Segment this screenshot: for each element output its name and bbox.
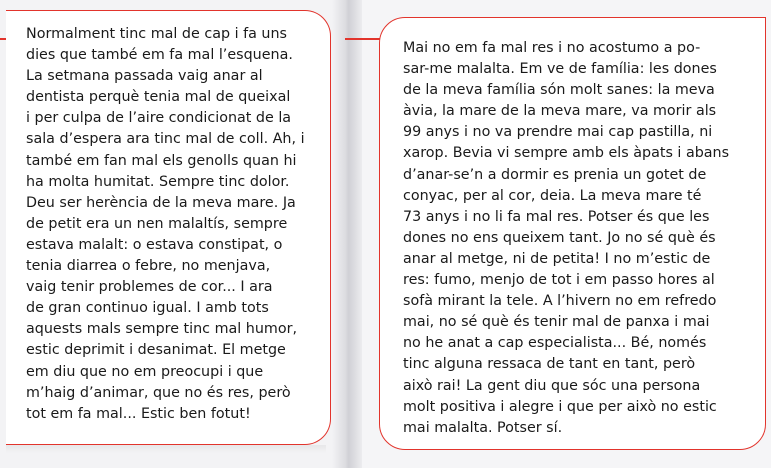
text-line: de petit era un nen malaltís, sempre xyxy=(26,215,288,232)
text-line: conyac, per al cor, deia. La meva mare té xyxy=(403,187,702,204)
text-line: Normalment tinc mal de cap i fa uns xyxy=(26,26,287,42)
text-line: sar-me malalta. Em ve de família: les dones xyxy=(403,61,717,78)
text-line: em diu que no em preocupi i que xyxy=(26,363,264,380)
text-line: res: fumo, menjo de tot i em passo hores al xyxy=(403,272,715,289)
left-card-shadow xyxy=(6,445,326,453)
text-line: 73 anys i no li fa mal res. Potser és que les xyxy=(403,208,710,225)
text-line: mai, no sé què és tenir mal de panxa i mai xyxy=(403,314,710,331)
text-line: Mai no em fa mal res i no acostumo a po- xyxy=(403,40,701,56)
text-line: 99 anys i no va prendre mai cap pastilla, ni xyxy=(403,124,713,141)
book-gutter xyxy=(332,0,362,468)
text-line: m’haig d’animar, que no és res, però xyxy=(26,384,291,401)
text-line: molt positiva i alegre i que per això no estic xyxy=(403,398,717,415)
text-line: també em fan mal els genolls quan hi xyxy=(26,152,297,169)
text-line: Deu ser herència de la meva mare. Ja xyxy=(26,194,296,211)
text-line: àvia, la mare de la meva mare, va morir als xyxy=(403,103,717,120)
text-line: aquests mals sempre tinc mal humor, xyxy=(26,321,298,338)
text-line: de gran continuo igual. I amb tots xyxy=(26,300,269,317)
text-line: estic deprimit i desanimat. El metge xyxy=(26,342,286,359)
text-line: de la meva família són molt sanes: la meva xyxy=(403,82,715,99)
text-line: d’anar-se’n a dormir es prenia un gotet de xyxy=(403,166,707,183)
left-paragraph xyxy=(26,24,316,425)
text-line: tot em fa mal... Estic ben fotut! xyxy=(26,405,251,422)
text-line: dies que també em fa mal l’esquena. xyxy=(26,47,293,64)
text-line: i per culpa de l’aire condicionat de la xyxy=(26,110,292,127)
text-line: ha molta humitat. Sempre tinc dolor. xyxy=(26,173,290,190)
text-line: anar al metge, ni de petita! I no m’estic de xyxy=(403,250,711,267)
text-line: sala d’espera ara tinc mal de coll. Ah, i xyxy=(26,131,305,148)
text-line: xarop. Bevia vi sempre amb els àpats i abans xyxy=(403,145,730,162)
text-line: La setmana passada vaig anar al xyxy=(26,68,263,85)
text-line: tinc alguna ressaca de tant en tant, però xyxy=(403,356,696,373)
text-line: sofà mirant la tele. A l’hivern no em refredo xyxy=(403,293,717,310)
text-line: això rai! La gent diu que sóc una persona xyxy=(403,377,701,394)
text-line: dones no ens queixem tant. Jo no sé què és xyxy=(403,229,716,246)
text-line: no he anat a cap especialista... Bé, només xyxy=(403,335,707,352)
right-accent-line xyxy=(345,38,381,40)
text-line: estava malalt: o estava constipat, o xyxy=(26,236,283,253)
text-line: vaig tenir problemes de cor... I ara xyxy=(26,279,273,296)
text-line: mai malalta. Potser sí. xyxy=(403,419,563,436)
text-line: dentista perquè tenia mal de queixal xyxy=(26,89,291,106)
right-paragraph xyxy=(403,38,749,439)
text-line: tenia diarrea o febre, no menjava, xyxy=(26,258,271,275)
